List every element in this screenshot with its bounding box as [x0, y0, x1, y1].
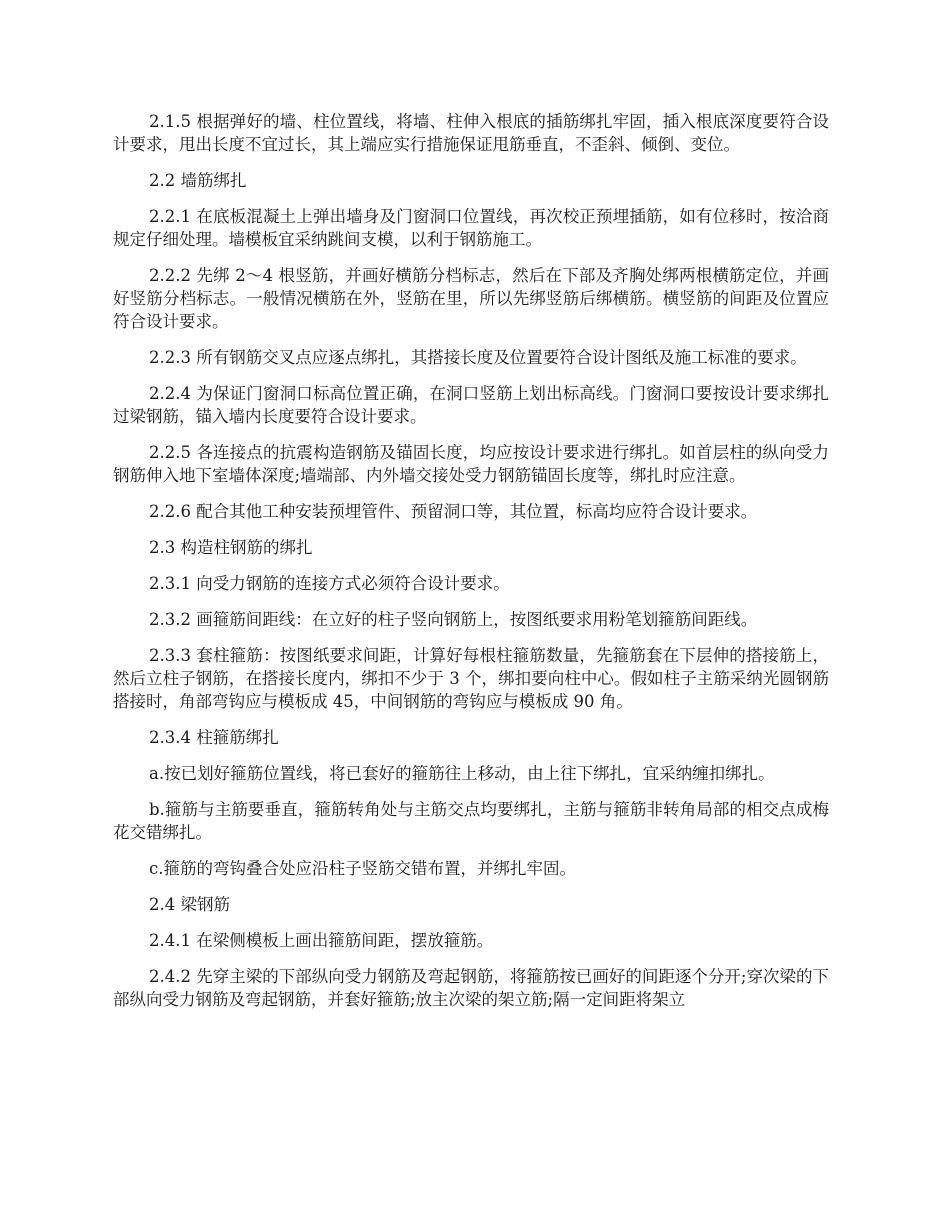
paragraph-2-2-6: 2.2.6 配合其他工种安装预埋管件、预留洞口等，其位置，标高均应符合设计要求。	[149, 502, 758, 521]
heading-2-3: 2.3 构造柱钢筋的绑扎	[149, 538, 313, 557]
paragraph-2-4-1: 2.4.1 在梁侧模板上画出箍筋间距，摆放箍筋。	[149, 931, 494, 950]
paragraph-item-b: b.箍筋与主筋要垂直，箍筋转角处与主筋交点均要绑扎，主筋与箍筋非转角局部的相交点成梅花交错绑扎。	[113, 800, 829, 842]
paragraph-2-3-1: 2.3.1 向受力钢筋的连接方式必须符合设计要求。	[149, 574, 510, 593]
heading-2-4: 2.4 梁钢筋	[149, 895, 230, 914]
paragraph-2-4-2: 2.4.2 先穿主梁的下部纵向受力钢筋及弯起钢筋，将箍筋按已画好的间距逐个分开;穿次梁的下部纵向受力钢筋及弯起钢筋，并套好箍筋;放主次梁的架立筋;隔一定间距将架立	[113, 967, 829, 1009]
paragraph-item-a: a.按已划好箍筋位置线，将已套好的箍筋往上移动，由上往下绑扎，宜采纳缠扣绑扎。	[149, 764, 775, 783]
paragraph-2-3-3: 2.3.3 套柱箍筋：按图纸要求间距，计算好每根柱箍筋数量，先箍筋套在下层伸的搭接筋上，然后立柱子钢筋，在搭接长度内，绑扣不少于 3 个，绑扣要向柱中心。假如柱子主筋采纳光圆钢筋搭接时，角部弯钩应与模板成 45，中间钢筋的弯钩应与模板成 90 角。	[113, 646, 829, 711]
paragraph-2-2-1: 2.2.1 在底板混凝土上弹出墙身及门窗洞口位置线，再次校正预埋插筋，如有位移时，按洽商规定仔细处理。墙模板宜采纳跳间支模，以利于钢筋施工。	[113, 207, 829, 249]
heading-2-2: 2.2 墙筋绑扎	[149, 171, 247, 190]
paragraph-2-1-5: 2.1.5 根据弹好的墙、柱位置线，将墙、柱伸入根底的插筋绑扎牢固，插入根底深度要符合设计要求，甩出长度不宜过长，其上端应实行措施保证甩筋垂直，不歪斜、倾倒、变位。	[113, 112, 829, 154]
heading-2-3-4: 2.3.4 柱箍筋绑扎	[149, 728, 279, 747]
paragraph-2-3-2: 2.3.2 画箍筋间距线：在立好的柱子竖向钢筋上，按图纸要求用粉笔划箍筋间距线。	[149, 610, 758, 629]
document-body	[113, 110, 829, 1024]
paragraph-2-2-2: 2.2.2 先绑 2～4 根竖筋，并画好横筋分档标志，然后在下部及齐胸处绑两根横筋定位，并画好竖筋分档标志。一般情况横筋在外，竖筋在里，所以先绑竖筋后绑横筋。横竖筋的间距及位置应符合设计要求。	[113, 266, 829, 331]
paragraph-2-2-5: 2.2.5 各连接点的抗震构造钢筋及锚固长度，均应按设计要求进行绑扎。如首层柱的纵向受力钢筋伸入地下室墙体深度;墙端部、内外墙交接处受力钢筋锚固长度等，绑扎时应注意。	[113, 443, 829, 485]
paragraph-2-2-3: 2.2.3 所有钢筋交叉点应逐点绑扎，其搭接长度及位置要符合设计图纸及施工标准的要求。	[149, 348, 807, 367]
paragraph-2-2-4: 2.2.4 为保证门窗洞口标高位置正确，在洞口竖筋上划出标高线。门窗洞口要按设计要求绑扎过梁钢筋，锚入墙内长度要符合设计要求。	[113, 384, 829, 426]
paragraph-item-c: c.箍筋的弯钩叠合处应沿柱子竖筋交错布置，并绑扎牢固。	[149, 859, 576, 878]
